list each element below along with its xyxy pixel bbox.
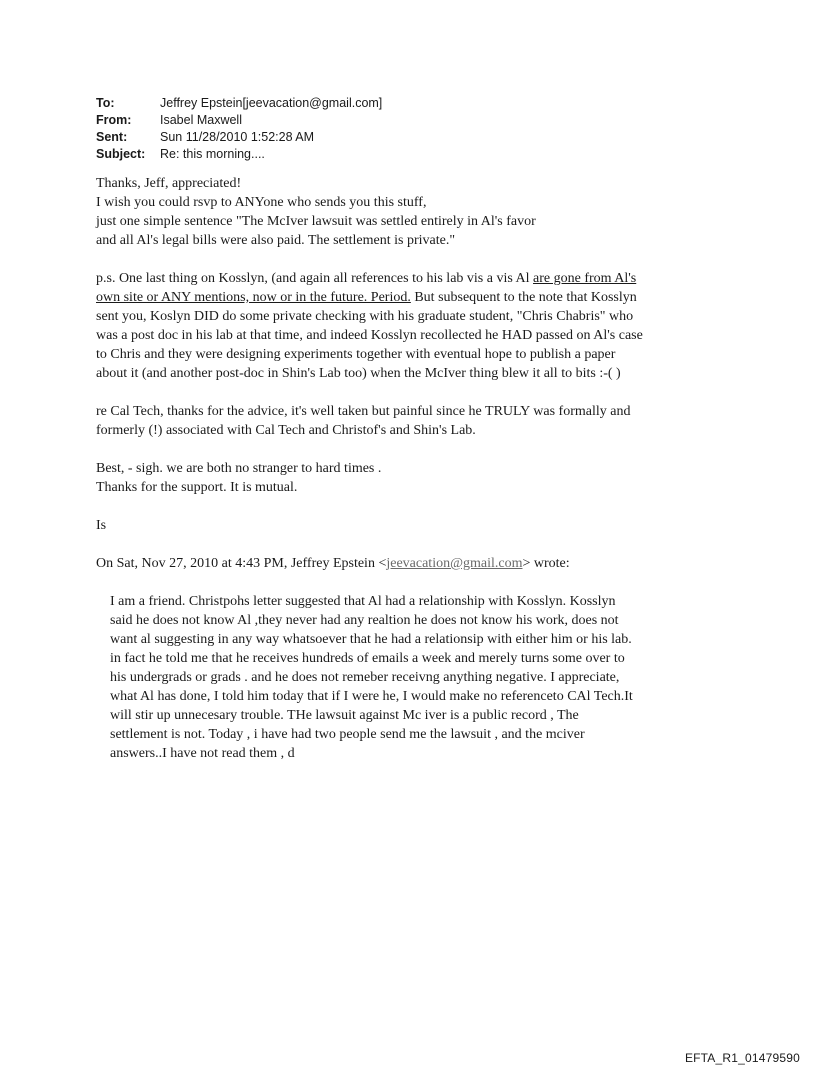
- ps-text: p.s. One last thing on Kosslyn, (and again all references to his lab vis a vis Al: [96, 271, 534, 286]
- body-line: sent you, Koslyn DID do some private checking with his graduate student, "Chris Chabris" who: [96, 309, 634, 324]
- body-line: to Chris and they were designing experiments together with eventual hope to publish a paper: [96, 347, 616, 362]
- body-line: about it (and another post-doc in Shin's Lab too) when the McIver thing blew it all to bits :-( ): [96, 366, 621, 381]
- reply-email-link[interactable]: jeevacation@gmail.com: [386, 556, 523, 571]
- body-line: and all Al's legal bills were also paid. The settlement is private.": [96, 233, 456, 248]
- to-value: Jeffrey Epstein[jeevacation@gmail.com]: [160, 96, 383, 110]
- quoted-line: in fact he told me that he receives hundreds of emails a week and merely turns some over to: [110, 651, 625, 666]
- sent-label: Sent:: [96, 130, 128, 144]
- body-line: Thanks, Jeff, appreciated!: [96, 176, 242, 191]
- underlined-text: are gone from Al's: [533, 271, 637, 286]
- body-line: Best, - sigh. we are both no stranger to hard times .: [96, 461, 382, 476]
- reply-prefix: On Sat, Nov 27, 2010 at 4:43 PM, Jeffrey Epstein <: [96, 556, 387, 571]
- paragraph-closing: [96, 459, 736, 497]
- subject-row: [96, 146, 382, 163]
- from-row: [96, 112, 382, 129]
- body-line: re Cal Tech, thanks for the advice, it's well taken but painful since he TRULY was formally and: [96, 404, 631, 419]
- email-body: [96, 174, 736, 763]
- reply-suffix: > wrote:: [522, 556, 570, 571]
- to-row: [96, 95, 382, 112]
- body-line: was a post doc in his lab at that time, and indeed Kosslyn recollected he HAD passed on Al's case: [96, 328, 643, 343]
- email-header: [96, 95, 382, 163]
- to-label: To:: [96, 96, 115, 110]
- quoted-line: his undergrads or grads . and he does not remeber receivng anything negative. I appreciate,: [110, 670, 620, 685]
- body-line: formerly (!) associated with Cal Tech and Christof's and Shin's Lab.: [96, 423, 476, 438]
- sent-row: [96, 129, 382, 146]
- sent-value: Sun 11/28/2010 1:52:28 AM: [160, 130, 315, 144]
- body-line: [96, 288, 736, 307]
- reply-attribution: [96, 554, 736, 573]
- quoted-line: answers..I have not read them , d: [110, 746, 295, 761]
- paragraph-ps: [96, 269, 736, 383]
- quoted-line: will stir up unnecesary trouble. THe lawsuit against Mc iver is a public record , The: [110, 708, 579, 723]
- signature: Is: [96, 518, 107, 533]
- paragraph-thanks: [96, 174, 736, 250]
- ps-text: But subsequent to the note that Kosslyn: [410, 290, 637, 305]
- from-value: Isabel Maxwell: [160, 113, 242, 127]
- underlined-text: own site or ANY mentions, now or in the future. Period.: [96, 290, 411, 305]
- quoted-line: said he does not know Al ,they never had any realtion he does not know his work, does not: [110, 613, 619, 628]
- quoted-message: [96, 592, 736, 763]
- subject-value: Re: this morning....: [160, 147, 265, 161]
- quoted-line: I am a friend. Christpohs letter suggested that Al had a relationship with Kosslyn. Kosslyn: [110, 594, 616, 609]
- body-line: just one simple sentence "The McIver lawsuit was settled entirely in Al's favor: [96, 214, 536, 229]
- body-line: I wish you could rsvp to ANYone who sends you this stuff,: [96, 195, 427, 210]
- from-label: From:: [96, 113, 132, 127]
- body-line: [96, 269, 736, 288]
- quoted-line: settlement is not. Today , i have had two people send me the lawsuit , and the mciver: [110, 727, 585, 742]
- quoted-line: what Al has done, I told him today that if I were he, I would make no referenceto CAl Tech.It: [110, 689, 633, 704]
- paragraph-caltech: [96, 402, 736, 440]
- quoted-line: want al suggesting in any way whatsoever that he had a relationsip with either him or his lab.: [110, 632, 632, 647]
- body-line: Thanks for the support. It is mutual.: [96, 480, 298, 495]
- bates-number: EFTA_R1_01479590: [684, 1051, 800, 1065]
- subject-label: Subject:: [96, 147, 146, 161]
